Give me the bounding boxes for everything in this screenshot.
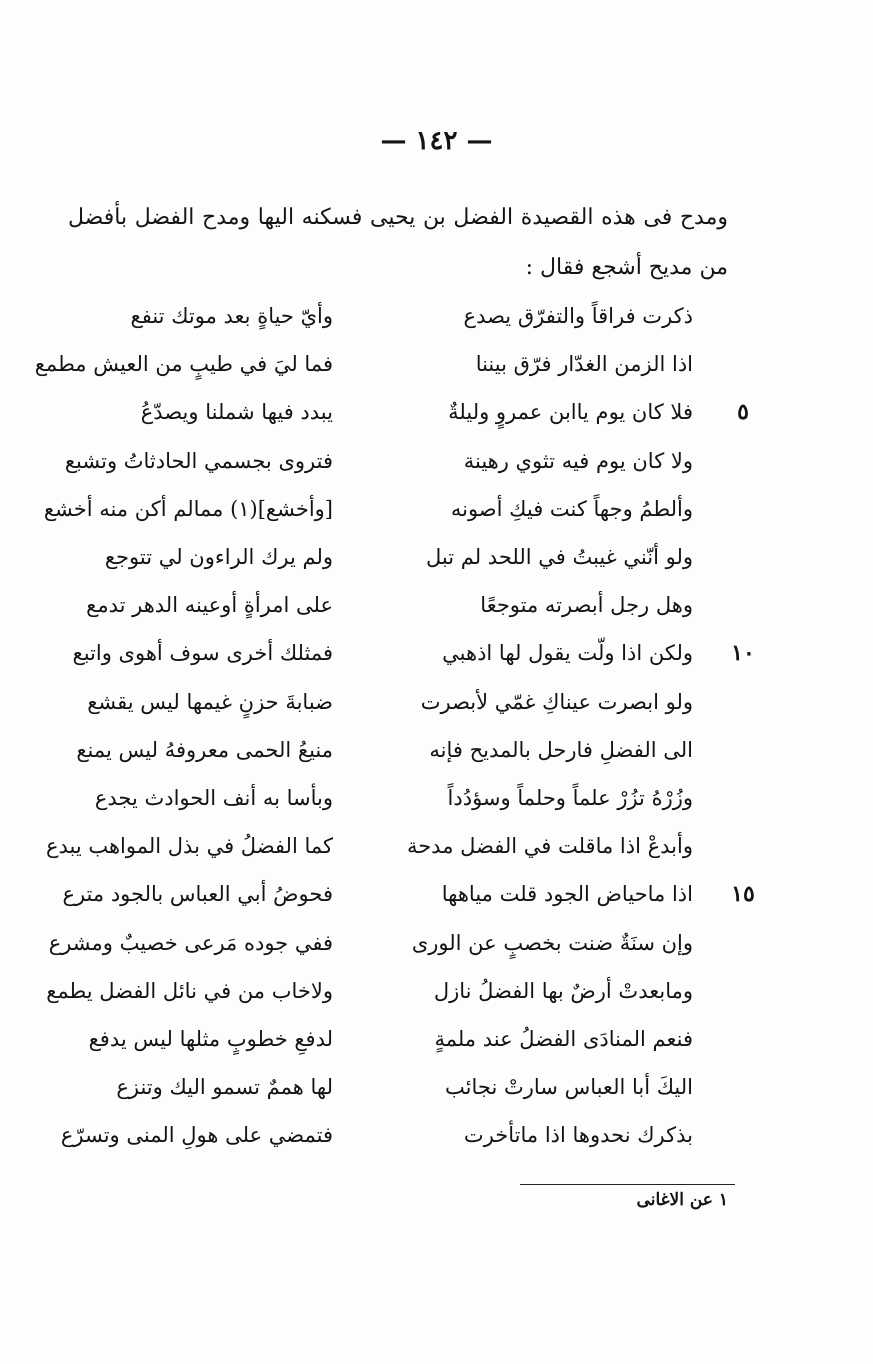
- verse-row: [0, 485, 873, 533]
- verse-first-hemistich: ومابعدتْ أرضٌ بها الفضلُ نازل: [433, 978, 693, 1003]
- verse-row: [0, 437, 873, 485]
- verse-row: [0, 919, 873, 967]
- verse-row: [0, 533, 873, 581]
- intro-line: ومدح فى هذه القصيدة الفضل بن يحيى فسكنه اليها ومدح الفضل بأفضل: [68, 205, 728, 230]
- verse-second-hemistich: فحوضُ أبي العباس بالجود مترع: [62, 882, 333, 907]
- verse-second-hemistich: لها هممٌ تسمو اليك وتنزع: [116, 1075, 333, 1100]
- verse-first-hemistich: اذا الزمن الغدّار فرّق بيننا: [475, 352, 693, 377]
- verse-first-hemistich: فنعم المنادَى الفضلُ عند ملمةٍ: [434, 1027, 693, 1051]
- verse-row: [0, 1063, 873, 1111]
- verse-first-hemistich: ولكن اذا ولّت يقول لها اذهبي: [442, 641, 693, 666]
- verse-second-hemistich: ففي جوده مَرعى خصيبٌ ومشرع: [48, 930, 333, 955]
- verse-first-hemistich: بذكرك نحدوها اذا ماتأخرت: [463, 1123, 693, 1148]
- verse-second-hemistich: فتمضي على هولِ المنى وتسرّع: [60, 1123, 333, 1148]
- verse-second-hemistich: لدفعِ خطوبٍ مثلها ليس يدفع: [88, 1027, 333, 1051]
- verse-first-hemistich: وألطمُ وجهاً كنت فيكِ أصونه: [450, 496, 693, 521]
- footnote: ١ عن الاغانى: [636, 1190, 728, 1210]
- verse-first-hemistich: ذكرت فراقاً والتفرّق يصدع: [463, 304, 693, 328]
- footnote-divider: [520, 1184, 735, 1185]
- verse-first-hemistich: فلا كان يوم ياابن عمروٍ وليلةٌ: [448, 400, 693, 425]
- verse-number: ١٥: [731, 881, 755, 908]
- verse-second-hemistich: ولم يرك الراءون لي تتوجع: [104, 545, 333, 569]
- verse-first-hemistich: وزُرْهُ تزُرْ علماً وحلماً وسؤدُداً: [447, 786, 693, 810]
- verse-second-hemistich: كما الفضلُ في بذل المواهب يبدع: [45, 834, 333, 859]
- verse-second-hemistich: فمثلك أخرى سوف أهوى واتبع: [72, 641, 333, 666]
- verse-row: [0, 292, 873, 340]
- verse-first-hemistich: وهل رجل أبصرته متوجعًا: [480, 593, 693, 618]
- verse-row: [0, 726, 873, 774]
- verse-second-hemistich: وأيّ حياةٍ بعد موتك تنفع: [130, 304, 333, 328]
- verse-second-hemistich: وبأسا به أنف الحوادث يجدع: [94, 786, 333, 810]
- verse-first-hemistich: ولا كان يوم فيه تثوي رهينة: [463, 448, 693, 473]
- intro-paragraph: [68, 193, 728, 293]
- intro-line: من مديح أشجع فقال :: [525, 255, 728, 280]
- verse-second-hemistich: على امرأةٍ أوعينه الدهر تدمع: [86, 593, 333, 618]
- verse-row: [0, 1111, 873, 1159]
- verse-first-hemistich: وإن سنَةٌ ضنت بخصبٍ عن الورى: [411, 930, 693, 955]
- verse-first-hemistich: ولو أنّني غيبتُ في اللحد لم تبل: [425, 545, 693, 569]
- verse-second-hemistich: [وأخشع](١) ممالم أكن منه أخشع: [43, 496, 333, 521]
- verse-second-hemistich: فما ليَ في طيبٍ من العيش مطمع: [34, 352, 333, 377]
- verse-first-hemistich: الى الفضلِ فارحل بالمديح فإنه: [429, 737, 693, 762]
- verse-number: ١٠: [731, 640, 755, 667]
- verse-second-hemistich: ضبابةَ حزنٍ غيمها ليس يقشع: [87, 689, 333, 714]
- verse-second-hemistich: منيعُ الحمى معروفهُ ليس يمنع: [76, 737, 333, 762]
- verse-row: [0, 870, 873, 918]
- verse-row: [0, 581, 873, 629]
- verse-row: [0, 1015, 873, 1063]
- page-number: — ١٤٢ —: [380, 126, 493, 156]
- verse-second-hemistich: فتروى بجسمي الحادثاتُ وتشبع: [64, 448, 333, 473]
- verse-row: [0, 629, 873, 677]
- verse-first-hemistich: اذا ماحياض الجود قلت مياهها: [441, 882, 693, 907]
- verse-second-hemistich: يبدد فيها شملنا ويصدّعُ: [140, 400, 333, 425]
- verse-second-hemistich: ولاخاب من في نائل الفضل يطمع: [46, 978, 333, 1003]
- verse-number: ٥: [737, 399, 749, 426]
- verse-first-hemistich: وأبدعْ اذا ماقلت في الفضل مدحة: [406, 834, 693, 859]
- verse-first-hemistich: ولو ابصرت عيناكِ غمّي لأبصرت: [420, 689, 693, 714]
- verse-first-hemistich: اليكَ أبا العباس سارتْ نجائب: [445, 1075, 693, 1100]
- verse-row: [0, 340, 873, 388]
- verse-row: [0, 822, 873, 870]
- verse-row: [0, 774, 873, 822]
- verse-row: [0, 678, 873, 726]
- verse-row: [0, 388, 873, 436]
- verse-row: [0, 967, 873, 1015]
